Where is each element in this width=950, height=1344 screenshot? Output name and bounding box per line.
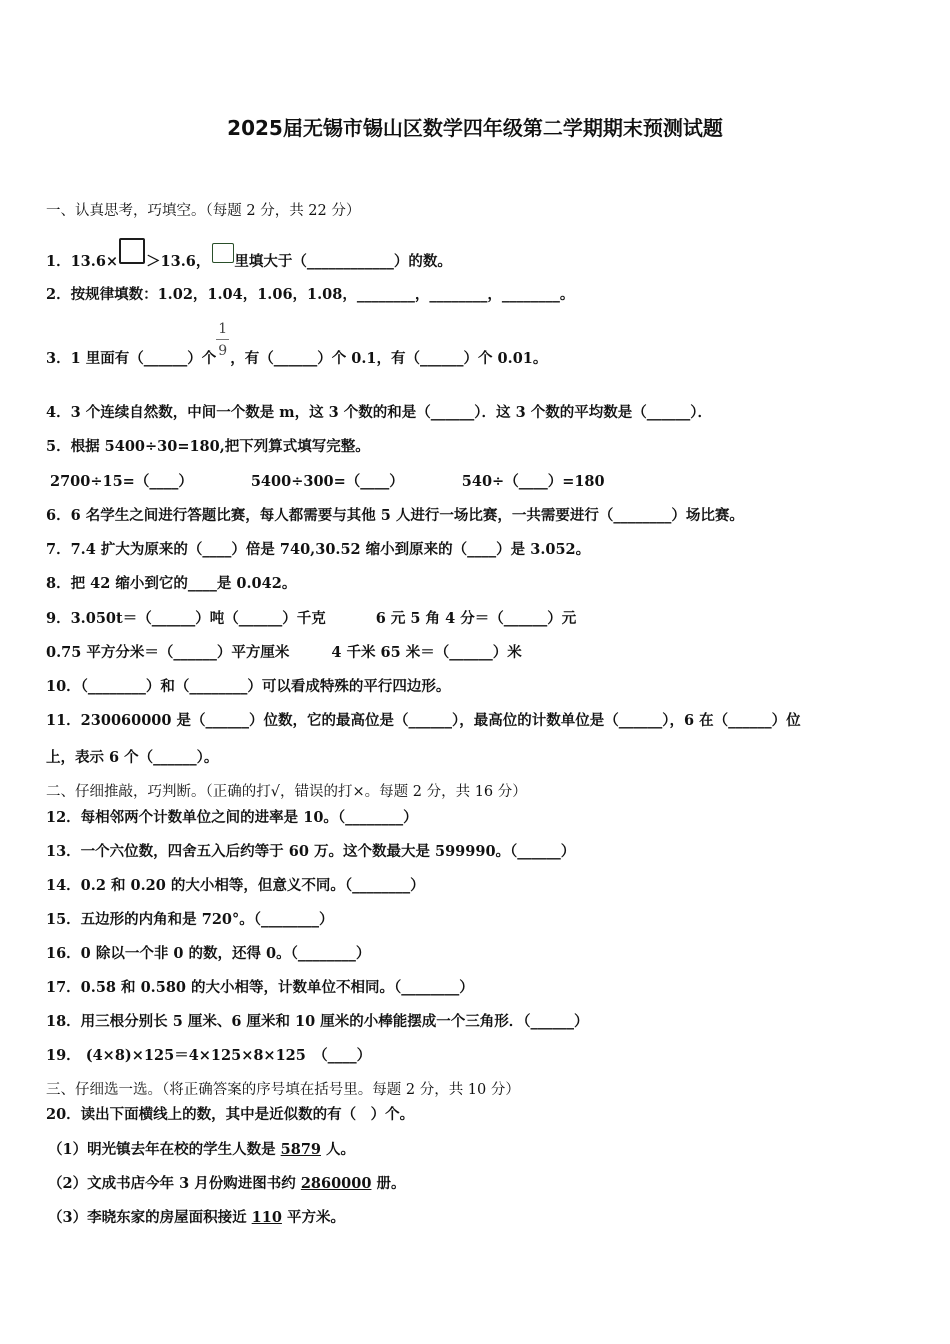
fraction-denominator: 9 — [218, 343, 228, 359]
q5-item-1: 2700÷15=（____） — [50, 473, 193, 490]
q9-part-a: 9．3.050t＝（______）吨（______）千克 — [46, 610, 326, 627]
q5-item-3: 540÷（____）=180 — [461, 473, 605, 490]
fraction-bar — [216, 339, 229, 340]
option-text: 册。 — [371, 1175, 406, 1192]
question-19: 19． (4×8)×125＝4×125×8×125 （____） — [46, 1047, 372, 1064]
question-9-row-1 — [46, 609, 576, 629]
option-text: 人。 — [321, 1141, 356, 1158]
answer-box-icon — [119, 238, 145, 264]
question-20-option-1 — [48, 1140, 355, 1160]
q5-item-2: 5400÷300=（____） — [250, 473, 404, 490]
question-9-row-2 — [46, 643, 522, 663]
question-13: 13．一个六位数，四舍五入后约等于 60 万。这个数最大是 599990。（______） — [46, 843, 576, 860]
section-3-heading: 三、仔细选一选。（将正确答案的序号填在括号里。每题 2 分，共 10 分） — [46, 1082, 520, 1098]
option-text: （2）文成书店今年 3 月份购进图书约 — [48, 1175, 301, 1192]
question-20-option-3 — [48, 1208, 345, 1228]
question-7: 7．7.4 扩大为原来的（____）倍是 740,30.52 缩小到原来的（____）是 3.052。 — [46, 541, 591, 558]
question-20-option-2 — [48, 1174, 406, 1194]
question-17: 17．0.58 和 0.580 的大小相等，计数单位不相同。（________） — [46, 979, 474, 996]
q1-text-b: ＞13.6， — [146, 253, 211, 270]
question-5-items — [50, 472, 605, 492]
section-2-heading: 二、仔细推敲，巧判断。（正确的打√，错误的打×。每题 2 分，共 16 分） — [46, 784, 527, 800]
q1-text-a: 1．13.6× — [46, 253, 119, 270]
page-title: 2025届无锡市锡山区数学四年级第二学期期末预测试题 — [227, 116, 723, 140]
question-6: 6．6 名学生之间进行答题比赛，每人都需要与其他 5 人进行一场比赛，一共需要进行（________）场比赛。 — [46, 507, 744, 524]
q3-text-b: ，有（______）个 0.1，有（______）个 0.01。 — [230, 350, 548, 367]
question-5: 5．根据 5400÷30=180,把下列算式填写完整。 — [46, 438, 370, 455]
option-text: 平方米。 — [281, 1209, 345, 1226]
question-15: 15．五边形的内角和是 720°。（________） — [46, 911, 334, 928]
fraction-numerator: 1 — [218, 321, 228, 337]
question-4: 4．3 个连续自然数，中间一个数是 m，这 3 个数的和是（______）．这 3 个数的平均数是（______）． — [46, 404, 712, 421]
q9-part-d: 4 千米 65 米＝（______）米 — [331, 644, 522, 661]
underlined-number: 5879 — [280, 1141, 321, 1158]
question-1 — [46, 238, 452, 272]
option-text: （1）明光镇去年在校的学生人数是 — [48, 1141, 281, 1158]
answer-box-icon — [212, 243, 234, 263]
question-14: 14．0.2 和 0.20 的大小相等，但意义不同。（________） — [46, 877, 425, 894]
question-11-line-1: 11．230060000 是（______）位数，它的最高位是（______），最高位的计数单位是（______），6 在（______）位 — [46, 712, 801, 729]
underlined-number: 110 — [251, 1209, 282, 1226]
question-16: 16．0 除以一个非 0 的数，还得 0。（________） — [46, 945, 371, 962]
option-text: （3）李晓东家的房屋面积接近 — [48, 1209, 252, 1226]
question-18: 18．用三根分别长 5 厘米、6 厘米和 10 厘米的小棒能摆成一个三角形．（______） — [46, 1013, 589, 1030]
question-12: 12．每相邻两个计数单位之间的进率是 10。（________） — [46, 809, 418, 826]
q3-text-a: 3．1 里面有（______）个 — [46, 350, 217, 367]
section-1-heading: 一、认真思考，巧填空。（每题 2 分，共 22 分） — [46, 203, 361, 219]
question-8: 8．把 42 缩小到它的____是 0.042。 — [46, 575, 297, 592]
question-20: 20．读出下面横线上的数，其中是近似数的有（ ）个。 — [46, 1106, 415, 1123]
question-3 — [46, 321, 548, 369]
q9-part-c: 0.75 平方分米＝（______）平方厘米 — [46, 644, 290, 661]
q1-text-c: 里填大于（____________）的数。 — [234, 253, 452, 270]
q9-part-b: 6 元 5 角 4 分＝（______）元 — [375, 610, 577, 627]
question-10: 10．（________）和（________）可以看成特殊的平行四边形。 — [46, 678, 451, 695]
underlined-number: 2860000 — [300, 1175, 372, 1192]
question-2: 2．按规律填数：1.02，1.04，1.06，1.08，________，________，________。 — [46, 286, 575, 303]
fraction-one-ninth — [216, 321, 230, 363]
question-11-line-2: 上，表示 6 个（______）。 — [46, 749, 219, 766]
